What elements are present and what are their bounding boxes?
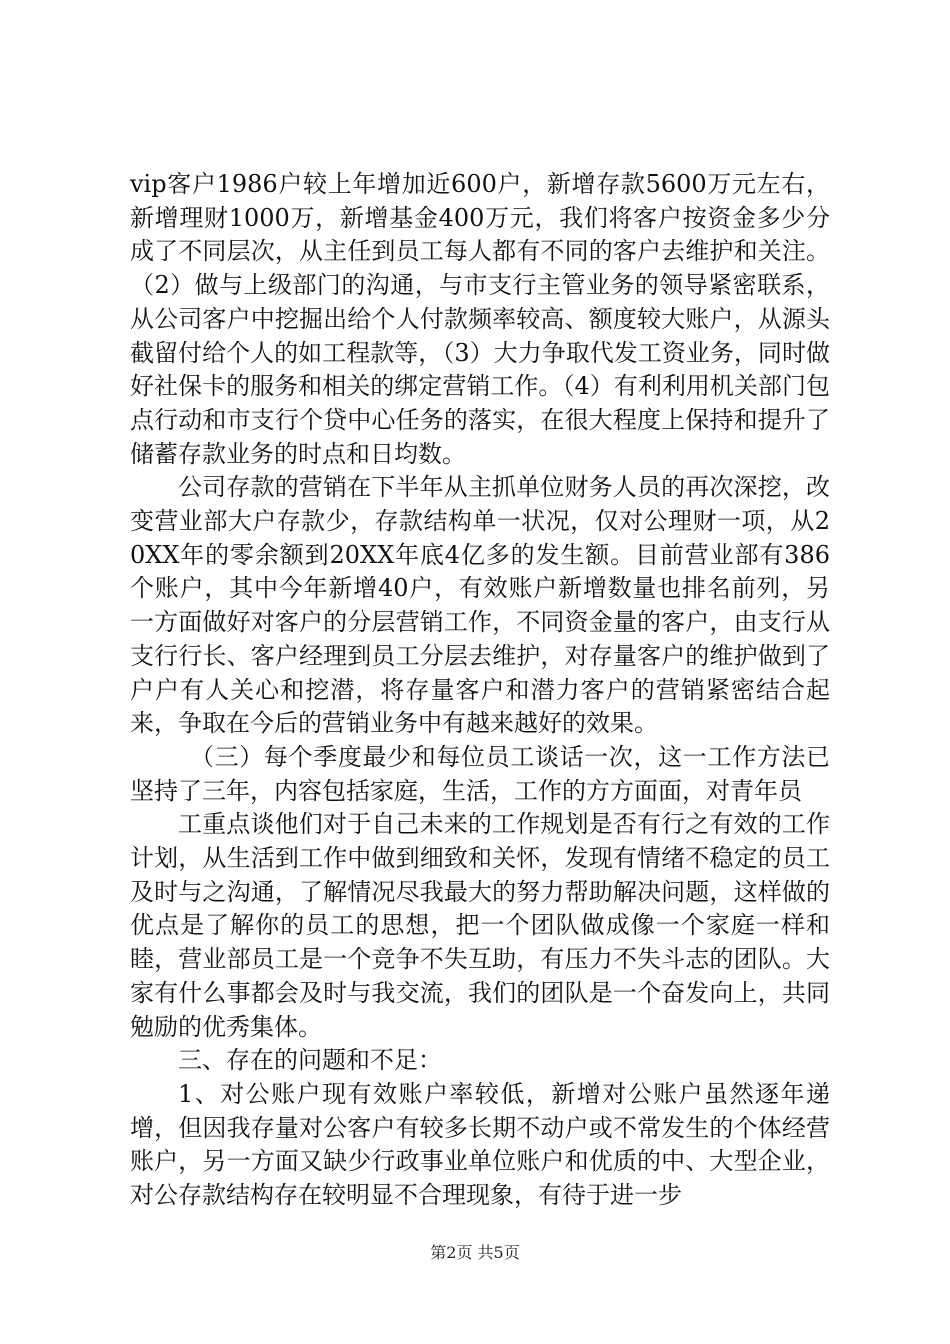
paragraph-problem-1: 1、对公账户现有效账户率较低，新增对公账户虽然逐年递增，但因我存量对公客户有较多长期不动户或不常发生的个体经营账户，另一方面又缺少行政事业单位账户和优质的中、大型企业，对公存款结构存在较明显不合理现象，有待于进一步 [130, 1079, 830, 1210]
section-heading-problems: 三、存在的问题和不足： [178, 1046, 442, 1075]
paragraph-corporate-deposits: 公司存款的营销在下半年从主抓单位财务人员的再次深挖，改变营业部大户存款少，存款结构单一状况，仅对公理财一项，从20XX年的零余额到20XX年底4亿多的发生额。目前营业部有386个账户，其中今年新增40户，有效账户新增数量也排名前列，另一方面做好对客户的分层营销工作，不同资金量的客户，由支行从支行行长、客户经理到员工分层去维护，对存量客户的维护做到了户户有人关心和挖潜，将存量客户和潜力客户的营销紧密结合起来，争取在今后的营销业务中有越来越好的效果。 [130, 473, 830, 738]
paragraph-staff-talks: （三）每个季度最少和每位员工谈话一次，这一工作方法已坚持了三年，内容包括家庭，生活，工作的方方面面，对青年员 [130, 742, 830, 805]
page-number-footer: 第2页 共5页 [430, 1243, 520, 1262]
document-body [130, 168, 830, 1213]
paragraph-vip-customers: vip客户1986户较上年增加近600户，新增存款5600万元左右，新增理财1000万，新增基金400万元，我们将客户按资金多少分成了不同层次，从主任到员工每人都有不同的客户去维护和关注。（2）做与上级部门的沟通，与市支行主管业务的领导紧密联系，从公司客户中挖掘出给个人付款频率较高、额度较大账户，从源头截留付给个人的如工程款等，（3）大力争取代发工资业务，同时做好社保卡的服务和相关的绑定营销工作。（4）有利利用机关部门包点行动和市支行个贷中心任务的落实，在很大程度上保持和提升了储蓄存款业务的时点和日均数。 [130, 170, 830, 468]
paragraph-staff-planning: 工重点谈他们对于自己未来的工作规划是否有行之有效的工作计划，从生活到工作中做到细致和关怀，发现有情绪不稳定的员工及时与之沟通，了解情况尽我最大的努力帮助解决问题，这样做的优点是了解你的员工的思想，把一个团队做成像一个家庭一样和睦，营业部员工是一个竞争不失互助，有压力不失斗志的团队。大家有什么事都会及时与我交流，我们的团队是一个奋发向上，共同勉励的优秀集体。 [130, 810, 830, 1041]
